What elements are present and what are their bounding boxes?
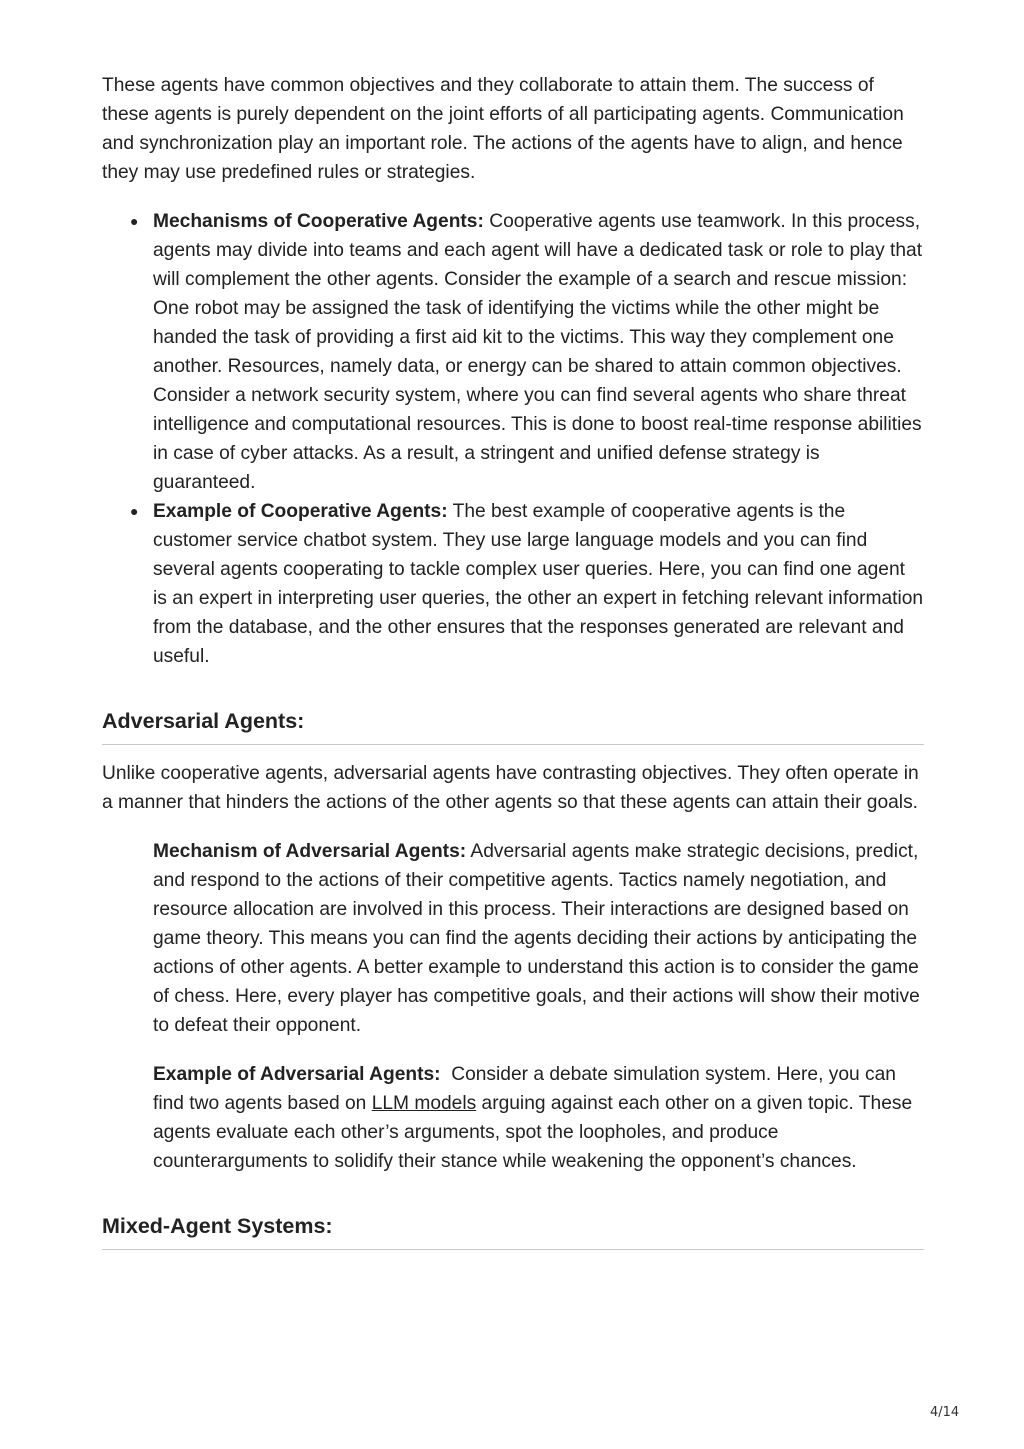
mechanisms-cooperative-text: Cooperative agents use teamwork. In this process, agents may divide into teams and each agent will have a dedicated task or role to play that will complement the other agents. Consider the example of a search and rescue mission: One robot may be assigned the task of identifying the victims while the other might be handed the task of providing a first aid kit to the victims. This way they complement one another. Resources, namely data, or energy can be shared to attain common objectives. Consider a network security system, where you can find several agents who share threat intelligence and computational resources. This is done to boost real-time response abilities in case of cyber attacks. As a result, a stringent and unified defense strategy is guaranteed. (153, 211, 923, 493)
adversarial-intro: Unlike cooperative agents, adversarial agents have contrasting objectives. They often operate in a manner that hinders the actions of the other agents so that these agents can attain their goals. (102, 763, 919, 813)
mixed-agent-heading: Mixed-Agent Systems: (102, 1211, 924, 1250)
example-adversarial-text-before: Consider a debate simulation system. Here, you can find two agents based on (153, 1064, 902, 1114)
document-body (102, 71, 924, 1250)
page-number: 4/14 (930, 1405, 960, 1420)
example-cooperative-label: Example of Cooperative Agents: (153, 501, 448, 522)
mechanisms-cooperative-label: Mechanisms of Cooperative Agents: (153, 211, 484, 232)
adversarial-heading: Adversarial Agents: (102, 706, 924, 745)
mechanism-adversarial-label: Mechanism of Adversarial Agents: (153, 841, 467, 862)
cooperative-list (102, 207, 924, 671)
list-item-example-cooperative (130, 497, 924, 671)
intro-paragraph: These agents have common objectives and they collaborate to attain them. The success of these agents is purely dependent on the joint efforts of all participating agents. Communication and synchronization play an important role. The actions of the agents have to align, and hence they may use predefined rules or strategies. (102, 75, 904, 183)
example-adversarial-label: Example of Adversarial Agents: (153, 1064, 441, 1085)
example-adversarial-text-after: arguing against each other on a given topic. These agents evaluate each other’s arguments, spot the loopholes, and produce counterarguments to solidify their stance while weakening the opponent’s chances. (153, 1093, 913, 1172)
mechanism-adversarial-paragraph (153, 837, 924, 1040)
example-cooperative-text: The best example of cooperative agents is the customer service chatbot system. They use large language models and you can find several agents cooperating to tackle complex user queries. Here, you can find one agent is an expert in interpreting user queries, the other an expert in fetching relevant information from the database, and the other ensures that the responses generated are relevant and useful. (153, 501, 924, 667)
list-item-mechanisms-cooperative (130, 207, 924, 497)
bullet-icon: ● (130, 213, 139, 229)
llm-models-link[interactable]: LLM models (371, 1093, 477, 1114)
mechanism-adversarial-text: Adversarial agents make strategic decisions, predict, and respond to the actions of their competitive agents. Tactics namely negotiation, and resource allocation are involved in this process. Their interactions are designed based on game theory. This means you can find the agents deciding their actions by anticipating the actions of other agents. A better example to understand this action is to consider the game of chess. Here, every player has competitive goals, and their actions will show their motive to defeat their opponent. (153, 841, 920, 1036)
example-adversarial-paragraph (153, 1060, 924, 1176)
bullet-icon: ● (130, 503, 139, 519)
